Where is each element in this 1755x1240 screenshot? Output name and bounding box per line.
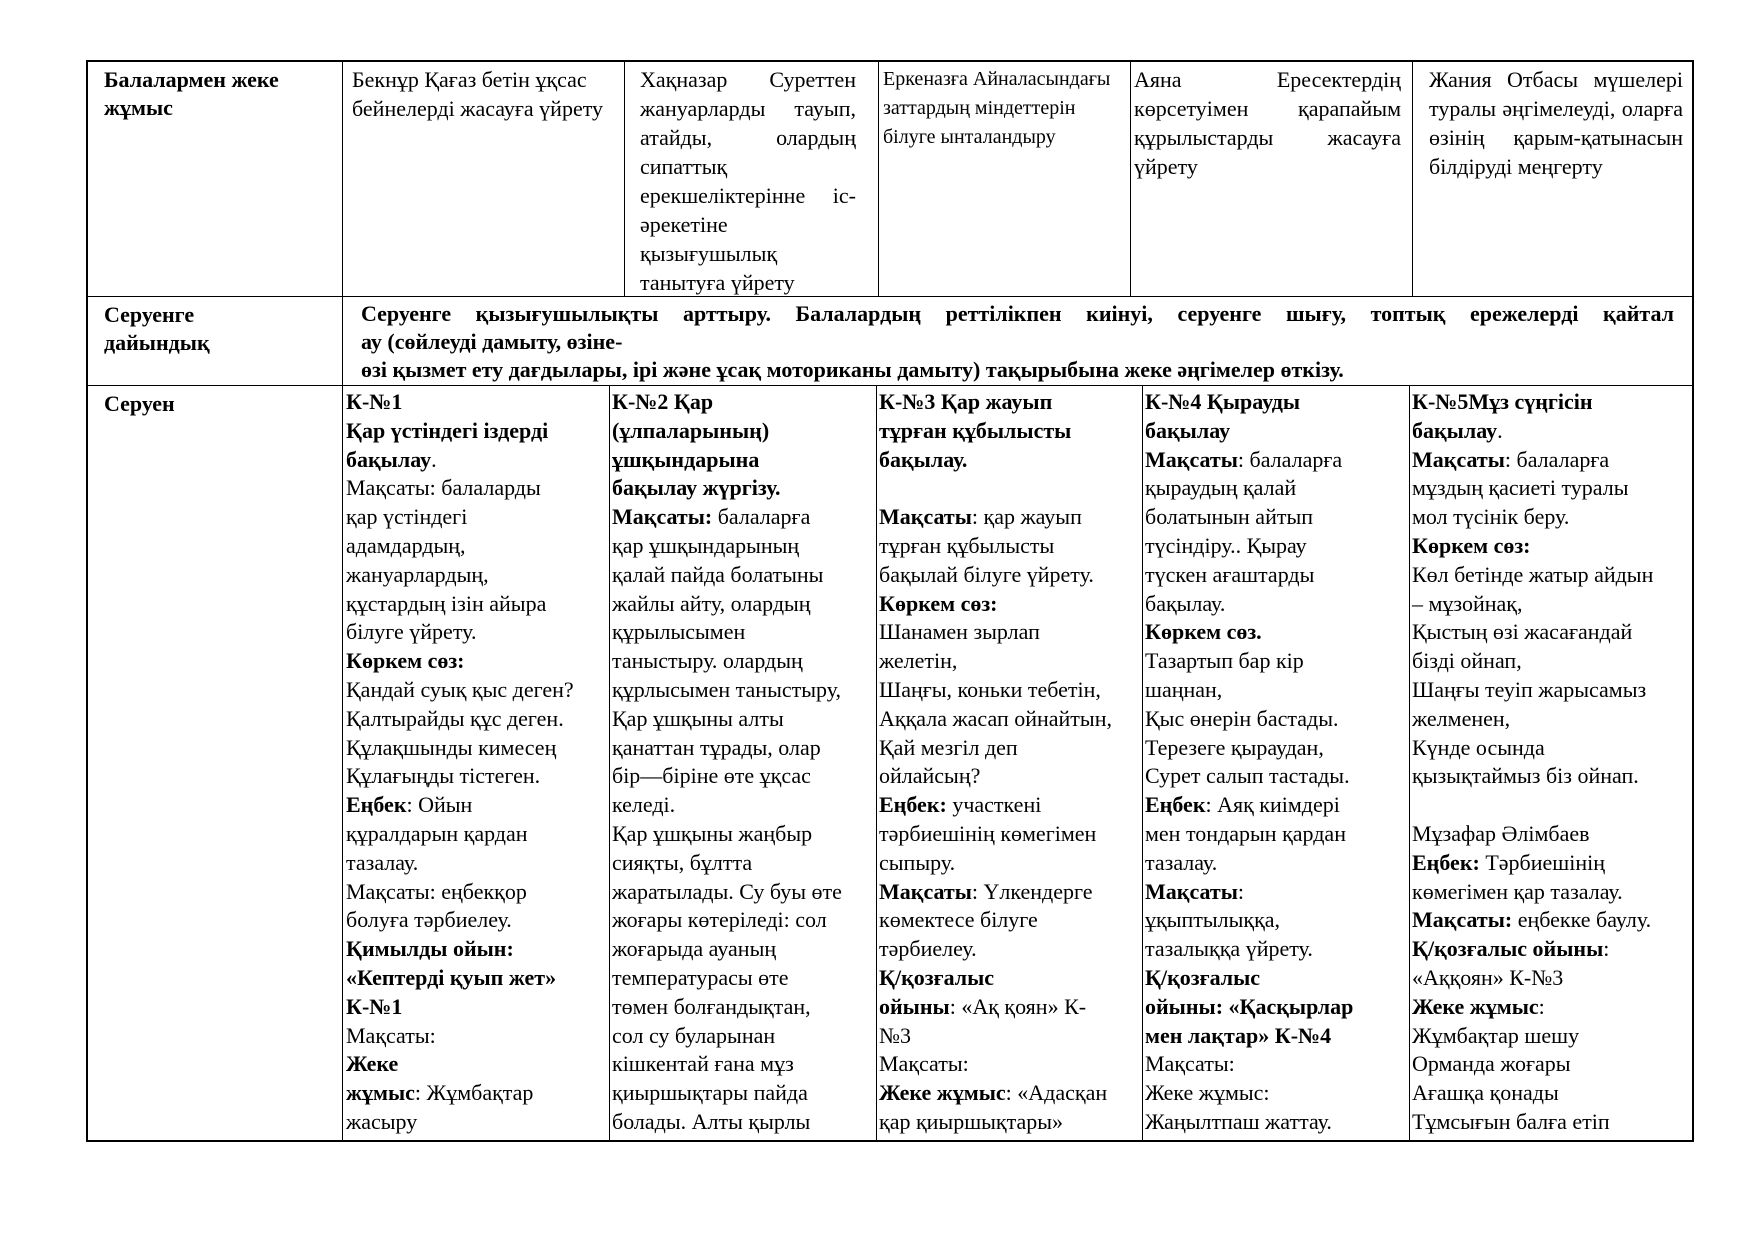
walk-line-text: шаңнан, xyxy=(1145,676,1223,702)
walk-line xyxy=(346,474,609,503)
walk-column-4 xyxy=(1143,386,1408,1140)
walk-line-text: Қандай суық қыс деген? xyxy=(346,676,574,702)
walk-line-text: Шанамен зырлап xyxy=(879,619,1040,645)
walk-line xyxy=(1412,446,1692,475)
walk-line xyxy=(612,734,875,763)
walk-line xyxy=(612,964,875,993)
walk-line-text: болады. Алты қырлы xyxy=(612,1108,811,1134)
individual-cell-zhaniya: Жания Отбасы мүшелері туралы әңгімелеуді, оларға өзінің қарым-қатынасын білдіруді меңгерту xyxy=(1429,67,1683,179)
walk-line xyxy=(1412,647,1692,676)
walk-line xyxy=(879,417,1143,446)
walk-line-text: жұмыс xyxy=(346,1080,415,1106)
walk-line-text: ойыны: «Қасқырлар xyxy=(1145,993,1354,1019)
walk-line-tail: : xyxy=(1538,993,1545,1019)
walk-line xyxy=(346,676,609,705)
walk-line-text: Көркем сөз: xyxy=(1412,532,1531,558)
walk-line-tail: : «Адасқан xyxy=(1005,1080,1108,1106)
walk-line-tail: : балаларға xyxy=(1237,446,1343,472)
walk-line-text: қиыршықтары пайда xyxy=(612,1080,808,1106)
walk-line-text: мен лақтар» К-№4 xyxy=(1145,1022,1332,1048)
walk-line-tail: : «Ақ қоян» К- xyxy=(949,993,1087,1019)
walk-line xyxy=(612,762,875,791)
walk-line xyxy=(1145,1108,1408,1137)
walk-line xyxy=(1412,734,1692,763)
walk-line xyxy=(612,993,875,1022)
walk-line xyxy=(612,791,875,820)
walk-line-text: К-№2 Қар xyxy=(612,389,714,414)
walk-line xyxy=(1145,791,1408,820)
walk-line xyxy=(612,446,875,475)
walk-line-text: Қар ұшқыны алты xyxy=(612,705,784,731)
walk-line-text: Жеке жұмыс xyxy=(879,1080,1006,1106)
walk-line xyxy=(1412,791,1692,820)
walk-line xyxy=(612,820,875,849)
walk-line xyxy=(612,618,875,647)
walk-line-text: тәрбиешінің көмегімен xyxy=(879,820,1097,846)
walk-line xyxy=(1412,762,1692,791)
walk-line-tail: : Жұмбақтар xyxy=(414,1080,534,1106)
walk-line-text: тазалау. xyxy=(346,849,419,875)
individual-cell-erkenaz: Еркеназға Айналасындағы заттардың міндеттерін білуге ынталандыру xyxy=(883,68,1111,148)
walk-line-tail: . xyxy=(1497,417,1503,443)
walk-line xyxy=(612,388,875,417)
walk-line xyxy=(1412,618,1692,647)
walk-line xyxy=(612,676,875,705)
walk-line-text: К-№5Мұз сүңгісін xyxy=(1412,389,1593,414)
walk-line-text: Қ/қозғалыс ойыны xyxy=(1412,936,1604,962)
walk-line-text: төмен болғандықтан, xyxy=(612,993,811,1019)
walk-line xyxy=(346,1079,609,1108)
walk-line-text: Күнде осында xyxy=(1412,734,1545,760)
walk-line-text: Мақсаты: xyxy=(1145,1051,1235,1077)
walk-line-text: бақылай білуге үйрету. xyxy=(879,561,1094,587)
walk-line-text: Жұмбақтар шешу xyxy=(1412,1022,1580,1048)
walk-line-text: тұрған құбылысты xyxy=(879,532,1055,558)
individual-cell-ayana: Аяна Ересектердің көрсетуімен қарапайым құрылыстарды жасауға үйрету xyxy=(1134,67,1401,179)
walk-line xyxy=(1145,561,1408,590)
walk-line-text: (ұлпаларының) xyxy=(612,417,770,443)
walk-line-text: келеді. xyxy=(612,792,676,818)
walk-line-text: Қимылды ойын: xyxy=(346,936,514,962)
walk-line-text: тәрбиелеу. xyxy=(879,936,977,962)
walk-line-text: Мақсаты: еңбекқор xyxy=(346,878,527,904)
walk-line-tail: Тәрбиешінің xyxy=(1479,849,1605,875)
walk-line-text: қар ұшқындарының xyxy=(612,532,800,558)
walk-line-text: Мақсаты xyxy=(1145,446,1238,472)
walk-line-text: Қ/қозғалыс xyxy=(879,964,995,990)
walk-line-text: Жеке жұмыс xyxy=(1412,993,1539,1019)
walk-line-text: бақылау xyxy=(1145,417,1231,443)
prep-line-1: Серуенге қызығушылықты арттыру. Балалардың реттілікпен киінуі, серуенге шығу, топтық ережелерді қайтал xyxy=(361,301,1674,326)
walk-line xyxy=(1145,993,1408,1022)
prep-line-3: өзі қызмет ету дағдылары, ірі және ұсақ моториканы дамыту) тақырыбына жеке әңгімелер өткізу. xyxy=(361,357,1344,382)
individual-cell-khaknazar: Хақназар Суреттен жануарларды тауып, атайды, олардың сипаттық ерекшеліктерінне іс-әрекетіне қызығушылық танытуға үйрету xyxy=(640,67,856,295)
walk-line-text: Мақсаты xyxy=(1145,878,1238,904)
walk-line xyxy=(1412,474,1692,503)
walk-line-text: жануарлардың, xyxy=(346,561,489,587)
row-walk-preparation xyxy=(86,297,1694,386)
walk-line-text: Қай мезгіл деп xyxy=(879,734,1018,760)
walk-line xyxy=(1145,1050,1408,1079)
walk-line-text: мол түсінік беру. xyxy=(1412,504,1570,530)
walk-line xyxy=(879,1022,1143,1051)
walk-line xyxy=(346,388,609,417)
walk-line xyxy=(1412,388,1692,417)
walk-line xyxy=(1412,849,1692,878)
row-label-walk-preparation: Серуенге дайындық xyxy=(88,297,343,385)
walk-line xyxy=(879,1108,1143,1137)
walk-line xyxy=(346,705,609,734)
walk-line-tail: : Үлкендерге xyxy=(971,878,1093,904)
walk-line-text: бақылау xyxy=(346,446,432,472)
walk-line-text: бір—біріне өте ұқсас xyxy=(612,763,811,789)
walk-line-tail: балаларға xyxy=(712,504,811,530)
walk-line xyxy=(1412,676,1692,705)
walk-line-text: ұқыптылыққа, xyxy=(1145,907,1281,933)
walk-line xyxy=(1145,388,1408,417)
row-label-walk: Серуен xyxy=(88,386,343,1140)
row-label-individual-work: Балалармен жеке жұмыс xyxy=(88,62,343,296)
walk-line xyxy=(346,734,609,763)
walk-line xyxy=(1145,964,1408,993)
walk-line xyxy=(1145,676,1408,705)
walk-line xyxy=(612,532,875,561)
walk-line-tail: : қар жауып xyxy=(971,504,1082,530)
walk-line xyxy=(1412,964,1692,993)
walk-column-1 xyxy=(344,386,609,1140)
walk-line xyxy=(879,1050,1143,1079)
walk-line-text: Жеке жұмыс: xyxy=(1145,1080,1270,1106)
walk-line xyxy=(879,590,1143,619)
walk-line xyxy=(879,532,1143,561)
walk-line-text: құрылысымен xyxy=(612,619,746,645)
walk-line-text: қалай пайда болатыны xyxy=(612,561,824,587)
walk-line-text: Жеке xyxy=(346,1051,399,1077)
walk-line-text: бақылау xyxy=(1412,417,1498,443)
walk-line xyxy=(1145,849,1408,878)
walk-line xyxy=(879,906,1143,935)
walk-line-text: Мақсаты xyxy=(879,504,972,530)
walk-line xyxy=(879,561,1143,590)
walk-line-text: Мұзафар Әлімбаев xyxy=(1412,820,1590,846)
walk-line-text: қызықтаймыз біз ойнап. xyxy=(1412,763,1639,789)
walk-line-text: Тұмсығын балға етіп xyxy=(1412,1108,1610,1134)
walk-line-text: бізді ойнап, xyxy=(1412,648,1522,674)
walk-line-tail: еңбекке баулу. xyxy=(1512,907,1652,933)
walk-line-text: Шаңғы теуіп жарысамыз xyxy=(1412,676,1647,702)
walk-line-text: ойлайсың? xyxy=(879,763,981,789)
walk-line xyxy=(1412,935,1692,964)
walk-line xyxy=(346,417,609,446)
walk-line-text: тазалау. xyxy=(1145,849,1218,875)
walk-line xyxy=(1412,878,1692,907)
walk-line xyxy=(1145,734,1408,763)
walk-line-text: көмектесе білуге xyxy=(879,907,1038,933)
walk-line-text: К-№4 Қырауды xyxy=(1145,389,1301,414)
walk-line xyxy=(346,762,609,791)
walk-line xyxy=(1412,417,1692,446)
walk-line-text: Сурет салып тастады. xyxy=(1145,763,1350,789)
walk-line xyxy=(346,849,609,878)
walk-line-text: сияқты, бұлтта xyxy=(612,849,753,875)
walk-line-text: құстардың ізін айыра xyxy=(346,590,547,616)
walk-line xyxy=(879,849,1143,878)
walk-line xyxy=(612,417,875,446)
walk-line xyxy=(1145,503,1408,532)
walk-line xyxy=(879,820,1143,849)
walk-line-text: №3 xyxy=(879,1022,911,1048)
walk-line xyxy=(346,590,609,619)
walk-line-text: жоғары көтеріледі: сол xyxy=(612,907,827,933)
walk-line xyxy=(346,446,609,475)
walk-line xyxy=(879,676,1143,705)
walk-line-text: Қыс өнерін бастады. xyxy=(1145,705,1339,731)
row-walk xyxy=(86,386,1694,1142)
walk-line xyxy=(346,1050,609,1079)
walk-line xyxy=(1145,446,1408,475)
walk-line-text: көмегімен қар тазалау. xyxy=(1412,878,1623,904)
walk-line xyxy=(879,388,1143,417)
walk-line-text: мен тондарын қардан xyxy=(1145,820,1346,846)
walk-line-text: бақылау. xyxy=(1145,590,1226,616)
walk-line-text: адамдардың, xyxy=(346,532,466,558)
walk-line-tail: . xyxy=(431,446,437,472)
walk-line-text: болуға тәрбиелеу. xyxy=(346,907,512,933)
walk-line xyxy=(879,503,1143,532)
walk-line-text: Көркем сөз: xyxy=(346,648,465,674)
walk-line-text: Көл бетінде жатыр айдын xyxy=(1412,561,1654,587)
walk-line xyxy=(1145,906,1408,935)
walk-line-text: Мақсаты: xyxy=(1412,907,1513,933)
walk-line-text: Шаңғы, коньки тебетін, xyxy=(879,676,1101,702)
walk-line-tail: : xyxy=(1237,878,1245,904)
walk-line-text: желетін, xyxy=(879,648,958,674)
walk-line-text: таныстыру. олардың xyxy=(612,648,803,674)
walk-line xyxy=(1145,618,1408,647)
walk-line-text: Мақсаты: xyxy=(346,1022,436,1048)
walk-line-text: Мақсаты xyxy=(879,878,972,904)
walk-line xyxy=(612,590,875,619)
walk-line-text: Терезеге қыраудан, xyxy=(1145,734,1324,760)
walk-line-text: Орманда жоғары xyxy=(1412,1051,1571,1077)
walk-line xyxy=(1412,532,1692,561)
walk-line-text: ойыны xyxy=(879,993,950,1019)
walk-line-text: «Аққоян» К-№3 xyxy=(1412,964,1564,990)
walk-line xyxy=(879,734,1143,763)
walk-line-text: Еңбек: xyxy=(879,792,947,818)
walk-line xyxy=(879,446,1143,475)
walk-line-text: Көркем сөз: xyxy=(879,590,998,616)
walk-line xyxy=(612,878,875,907)
plan-table xyxy=(86,60,1694,1142)
walk-line-text: құрлысымен таныстыру, xyxy=(612,676,842,702)
walk-line xyxy=(1412,1050,1692,1079)
walk-line xyxy=(612,503,875,532)
walk-line xyxy=(1145,1079,1408,1108)
walk-line xyxy=(346,964,609,993)
walk-line xyxy=(346,503,609,532)
walk-line-text: Құлақшынды кимесең xyxy=(346,734,557,760)
walk-line xyxy=(346,647,609,676)
walk-line xyxy=(1412,1079,1692,1108)
walk-line-text: Қалтырайды құс деген. xyxy=(346,705,564,731)
walk-line-text: тазалыққа үйрету. xyxy=(1145,936,1313,962)
walk-line xyxy=(879,705,1143,734)
walk-line xyxy=(1145,474,1408,503)
walk-line-text: «Кептерді қуып жет» xyxy=(346,964,557,990)
walk-line xyxy=(612,906,875,935)
walk-line xyxy=(612,474,875,503)
walk-line-text: мұздың қасиеті туралы xyxy=(1412,475,1629,501)
walk-line-text: желменен, xyxy=(1412,705,1511,731)
walk-line-text: қар үстіндегі xyxy=(346,504,468,530)
walk-line xyxy=(612,935,875,964)
walk-line xyxy=(1412,705,1692,734)
walk-line-text: Еңбек xyxy=(346,792,407,818)
walk-column-2 xyxy=(610,386,875,1140)
walk-line-text: Еңбек xyxy=(1145,792,1206,818)
walk-line xyxy=(1412,820,1692,849)
walk-line-text: Мақсаты: xyxy=(612,504,713,530)
walk-line-text: кішкентай ғана мұз xyxy=(612,1051,794,1077)
walk-line xyxy=(1145,590,1408,619)
walk-line-text: температурасы өте xyxy=(612,964,789,990)
walk-line xyxy=(1145,647,1408,676)
walk-line-text: жаратылады. Су буы өте xyxy=(612,878,842,904)
walk-line xyxy=(1412,561,1692,590)
walk-column-5 xyxy=(1410,386,1692,1140)
walk-line-text: Қ/қозғалыс xyxy=(1145,964,1261,990)
walk-line-text: жасыру xyxy=(346,1108,418,1134)
walk-line-text: К-№1 xyxy=(346,389,403,414)
walk-line-tail: : Аяқ киімдері xyxy=(1205,792,1340,818)
walk-line xyxy=(1145,532,1408,561)
walk-line-text: ұшқындарына xyxy=(612,446,760,472)
walk-line-text: болатынын айтып xyxy=(1145,504,1314,530)
walk-line xyxy=(346,1108,609,1137)
walk-line-text: бақылау. xyxy=(879,446,968,472)
walk-line-text: Еңбек: xyxy=(1412,849,1480,875)
walk-line-text: К-№1 xyxy=(346,993,403,1019)
walk-line xyxy=(346,618,609,647)
walk-line-text: Тазартып бар кір xyxy=(1145,648,1304,674)
walk-line xyxy=(879,791,1143,820)
walk-line-text: түскен ағаштарды xyxy=(1145,561,1315,587)
walk-line xyxy=(346,532,609,561)
walk-preparation-text xyxy=(343,297,1692,385)
walk-line-text: Көркем сөз. xyxy=(1145,619,1262,645)
walk-line xyxy=(612,1079,875,1108)
walk-line-text: білуге үйрету. xyxy=(346,619,477,645)
walk-line xyxy=(612,1050,875,1079)
walk-line-text: түсіндіру.. Қырау xyxy=(1145,532,1307,558)
walk-line xyxy=(346,935,609,964)
walk-line xyxy=(879,474,1143,503)
walk-line xyxy=(879,647,1143,676)
walk-line-text: Құлағыңды тістеген. xyxy=(346,763,541,789)
walk-line xyxy=(612,1022,875,1051)
walk-line xyxy=(1412,590,1692,619)
walk-line-text: сол су буларынан xyxy=(612,1022,776,1048)
walk-line xyxy=(612,705,875,734)
walk-line-text: Мақсаты: xyxy=(879,1051,969,1077)
walk-line xyxy=(346,820,609,849)
walk-line-text: Ағашқа қонады xyxy=(1412,1080,1559,1106)
prep-line-2: ау (сөйлеуді дамыту, өзіне- xyxy=(361,329,623,354)
walk-line xyxy=(879,618,1143,647)
walk-line-text: қанаттан тұрады, олар xyxy=(612,734,821,760)
walk-line-text: Аққала жасап ойнайтын, xyxy=(879,705,1112,731)
walk-line xyxy=(1412,503,1692,532)
walk-line xyxy=(346,791,609,820)
walk-line-text: жайлы айту, олардың xyxy=(612,590,811,616)
walk-line-text: Қар үстіндегі іздерді xyxy=(346,417,549,443)
walk-line-text: қыраудың қалай xyxy=(1145,475,1297,501)
walk-line xyxy=(1145,935,1408,964)
walk-line-tail: участкені xyxy=(946,792,1042,818)
walk-line xyxy=(612,1108,875,1137)
walk-line xyxy=(1412,1108,1692,1137)
individual-cell-beknur: Бекнұр Қағаз бетін ұқсас бейнелерді жасауға үйрету xyxy=(352,67,604,121)
walk-line-text: жоғарыда ауаның xyxy=(612,936,777,962)
walk-line-text: Жаңылтпаш жаттау. xyxy=(1145,1108,1332,1134)
walk-line-text: сыпыру. xyxy=(879,849,956,875)
walk-line-text: – мұзойнақ, xyxy=(1412,590,1523,616)
walk-column-3 xyxy=(877,386,1143,1140)
walk-line-text: Қар ұшқыны жаңбыр xyxy=(612,820,813,846)
walk-line xyxy=(612,561,875,590)
walk-line-text: тұрған құбылысты xyxy=(879,417,1072,443)
walk-line-tail: : xyxy=(1603,936,1610,962)
walk-line xyxy=(346,1022,609,1051)
walk-line xyxy=(879,1079,1143,1108)
walk-line xyxy=(346,561,609,590)
walk-line-text: Мақсаты xyxy=(1412,446,1505,472)
walk-line xyxy=(1412,906,1692,935)
walk-line-text: қар қиыршықтары» xyxy=(879,1108,1064,1134)
walk-line xyxy=(879,878,1143,907)
walk-line xyxy=(879,935,1143,964)
walk-line xyxy=(346,878,609,907)
walk-line xyxy=(1145,417,1408,446)
row-individual-work xyxy=(86,60,1694,297)
walk-line xyxy=(612,849,875,878)
walk-line xyxy=(879,993,1143,1022)
walk-line xyxy=(612,647,875,676)
walk-line-text: Мақсаты: балаларды xyxy=(346,475,541,501)
walk-line xyxy=(879,762,1143,791)
walk-line xyxy=(879,964,1143,993)
walk-line-text: Қыстың өзі жасағандай xyxy=(1412,619,1633,645)
walk-line xyxy=(346,906,609,935)
walk-line-text: құралдарын қардан xyxy=(346,820,528,846)
walk-line-tail: : балаларға xyxy=(1504,446,1610,472)
walk-line-text: бақылау жүргізу. xyxy=(612,475,781,501)
walk-line xyxy=(1145,820,1408,849)
walk-line xyxy=(1145,878,1408,907)
walk-line-tail: : Ойын xyxy=(406,792,473,818)
walk-line-text: К-№3 Қар жауып xyxy=(879,389,1053,414)
walk-line xyxy=(1412,1022,1692,1051)
walk-line xyxy=(1145,1022,1408,1051)
walk-line xyxy=(1145,705,1408,734)
walk-line xyxy=(1412,993,1692,1022)
walk-line xyxy=(1145,762,1408,791)
walk-line xyxy=(346,993,609,1022)
